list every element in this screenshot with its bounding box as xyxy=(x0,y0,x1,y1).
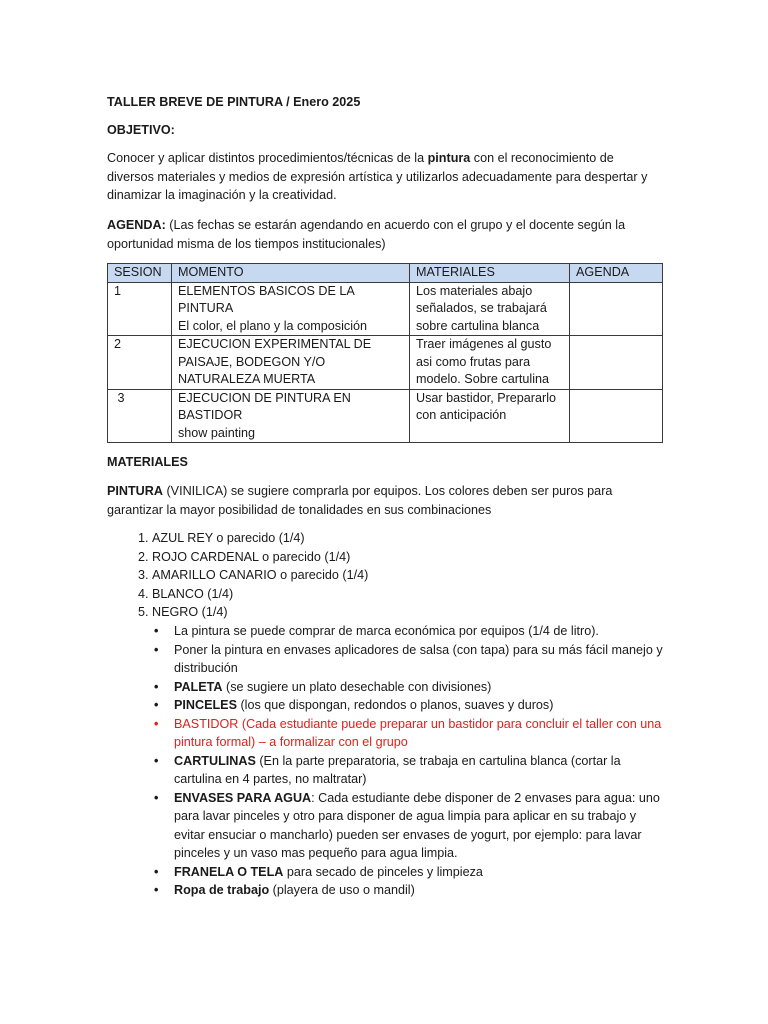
table-row xyxy=(108,389,663,443)
cell-sesion: 2 xyxy=(108,336,172,390)
list-item: • PINCELES (los que dispongan, redondos o planos, suaves y duros) xyxy=(174,696,666,715)
cell-agenda xyxy=(570,389,663,443)
table-header-row xyxy=(108,264,663,283)
list-item: 3. AMARILLO CANARIO o parecido (1/4) xyxy=(152,566,672,585)
materials-bullet-list xyxy=(154,622,666,900)
cell-agenda xyxy=(570,336,663,390)
list-item: • PALETA (se sugiere un plato desechable con divisiones) xyxy=(174,678,666,697)
pintura-label: PINTURA xyxy=(107,484,163,498)
list-item: • CARTULINAS (En la parte preparatoria, se trabaja en cartulina blanca (cortar la cartulina en 4 partes, no maltratar) xyxy=(174,752,666,789)
sessions-table xyxy=(107,263,663,443)
list-item: • Ropa de trabajo (playera de uso o mandil) xyxy=(174,881,666,900)
header-momento: MOMENTO xyxy=(172,264,410,283)
materiales-heading: MATERIALES xyxy=(107,455,188,469)
cell-momento: EJECUCION EXPERIMENTAL DE PAISAJE, BODEGON Y/O NATURALEZA MUERTA xyxy=(172,336,410,390)
list-item: 1. AZUL REY o parecido (1/4) xyxy=(152,529,672,548)
table-row xyxy=(108,282,663,336)
list-item: • FRANELA O TELA para secado de pinceles y limpieza xyxy=(174,863,666,882)
objetivo-keyword: pintura xyxy=(427,151,471,165)
list-item-bastidor: • BASTIDOR (Cada estudiante puede preparar un bastidor para concluir el taller con una pintura formal) – a formalizar con el grupo xyxy=(174,715,666,752)
agenda-paragraph: AGENDA: (Las fechas se estarán agendando en acuerdo con el grupo y el docente según la oportunidad misma de los tiempos institucionales) xyxy=(107,218,626,251)
list-item: 2. ROJO CARDENAL o parecido (1/4) xyxy=(152,548,672,567)
list-item: • ENVASES PARA AGUA: Cada estudiante debe disponer de 2 envases para agua: uno para lavar pinceles y otro para disponer de agua limpia para aplicar en su trabajo y evitar ensuciar o mancharlo) pueden ser envases de yogurt, por ejemplo: para lavar pinceles y un vaso mas pequeño para agua limpia. xyxy=(174,789,666,863)
list-item: • Poner la pintura en envases aplicadores de salsa (con tapa) para su más fácil manejo y distribución xyxy=(174,641,666,678)
table-row xyxy=(108,336,663,390)
cell-sesion: 1 xyxy=(108,282,172,336)
list-item: 4. BLANCO (1/4) xyxy=(152,585,672,604)
cell-momento: EJECUCION DE PINTURA EN BASTIDOR show painting xyxy=(172,389,410,443)
cell-agenda xyxy=(570,282,663,336)
cell-sesion: 3 xyxy=(108,389,172,443)
header-agenda: AGENDA xyxy=(570,264,663,283)
list-item: 5. NEGRO (1/4) xyxy=(152,603,672,622)
cell-momento: ELEMENTOS BASICOS DE LA PINTURA El color, el plano y la composición xyxy=(172,282,410,336)
cell-materiales: Usar bastidor, Prepararlo con anticipación xyxy=(410,389,570,443)
header-sesion: SESION xyxy=(108,264,172,283)
cell-materiales: Traer imágenes al gusto asi como frutas para modelo. Sobre cartulina xyxy=(410,336,570,390)
objetivo-heading: OBJETIVO: xyxy=(107,123,175,137)
color-list xyxy=(129,529,672,622)
document-title: TALLER BREVE DE PINTURA / Enero 2025 xyxy=(107,95,361,109)
cell-materiales: Los materiales abajo señalados, se trabajará sobre cartulina blanca xyxy=(410,282,570,336)
header-materiales: MATERIALES xyxy=(410,264,570,283)
list-item: • La pintura se puede comprar de marca económica por equipos (1/4 de litro). xyxy=(174,622,666,641)
objetivo-paragraph: Conocer y aplicar distintos procedimientos/técnicas de la pintura con el reconocimiento de diversos materiales y medios de expresión artística y utilizarlos adecuadamente para despertar y dinamizar la imaginación y la creatividad. xyxy=(107,151,648,202)
pintura-paragraph: PINTURA (VINILICA) se sugiere comprarla por equipos. Los colores deben ser puros para garantizar la mayor posibilidad de tonalidades en sus combinaciones xyxy=(107,484,613,517)
agenda-label: AGENDA: xyxy=(107,218,166,232)
